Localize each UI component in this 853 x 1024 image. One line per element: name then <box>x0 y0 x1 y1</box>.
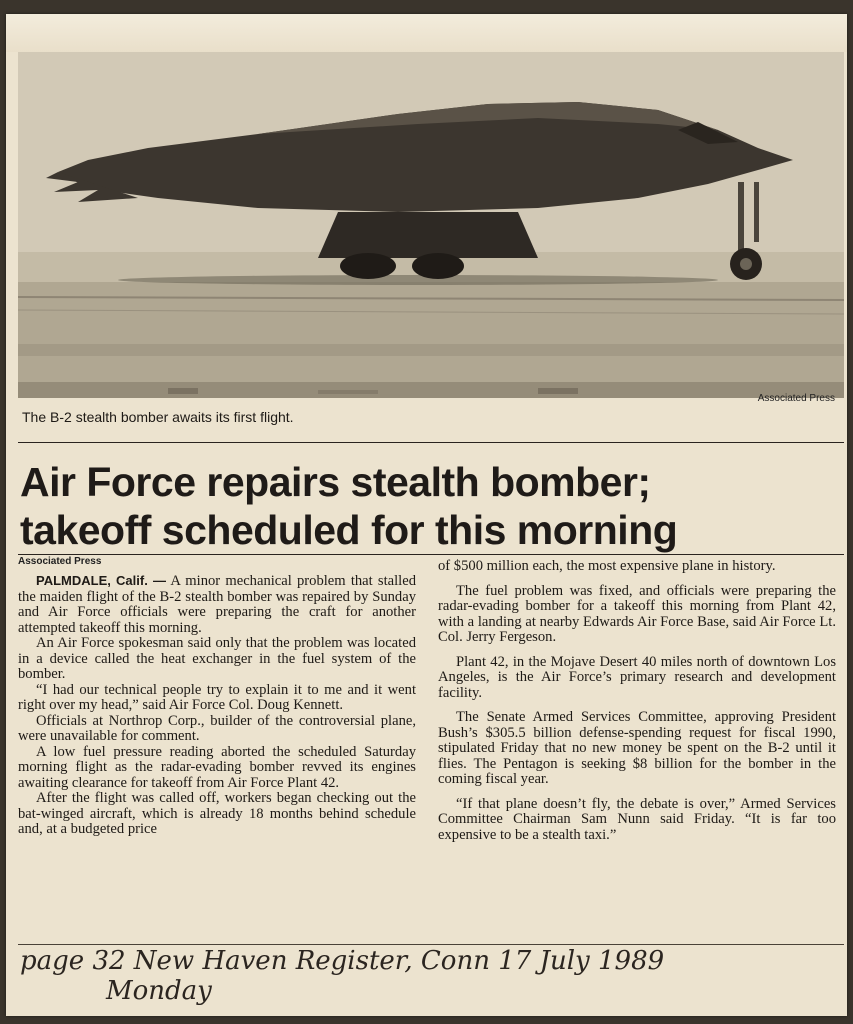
article-left-column <box>18 573 416 838</box>
byline: Associated Press <box>18 556 102 567</box>
headline-rule <box>18 554 844 555</box>
article-paragraph: After the flight was called off, workers began checking out the bat-winged aircraft, which is already 18 months behind schedule and, at a budgeted price <box>18 790 416 837</box>
bottom-rule <box>18 944 844 945</box>
article-paragraph: Plant 42, in the Mojave Desert 40 miles north of downtown Los Angeles, is the Air Force’s primary research and development facility. <box>438 653 836 701</box>
handwritten-source-note: page 32 New Haven Register, Conn 17 July 1989 <box>20 946 665 976</box>
article-paragraph: A low fuel pressure reading aborted the scheduled Saturday morning flight as the radar-evading bomber revved its engines awaiting clearance for takeoff from Air Force Plant 42. <box>18 743 416 791</box>
article-paragraph: of $500 million each, the most expensive plane in history. <box>438 558 776 574</box>
headline <box>20 458 847 554</box>
headline-line-2: takeoff scheduled for this morning <box>20 507 678 553</box>
article-paragraph: The fuel problem was fixed, and officials were preparing the radar-evading bomber for a takeoff this morning from Plant 42, with a landing at nearby Edwards Air Force Base, said Air Force Lt. Col. Jerry Fergeson. <box>438 582 836 645</box>
article-paragraph: “I had our technical people try to explain it to me and it went right over my head,” said Air Force Col. Doug Kennett. <box>18 681 416 713</box>
headline-line-1: Air Force repairs stealth bomber; <box>20 459 651 505</box>
article-paragraph: The Senate Armed Services Committee, approving President Bush’s $305.5 billion defense-spending request for fiscal 1990, stipulated Friday that no new money be spent on the B-2 until it flies. The Pentagon is seeking $8 billion for the bomber in the coming fiscal year. <box>438 709 836 787</box>
b2-bomber-photo <box>18 52 844 398</box>
dateline: PALMDALE, Calif. — <box>36 573 166 588</box>
b2-bomber-illustration <box>18 52 844 398</box>
article-right-column <box>438 559 836 843</box>
article-paragraph: Officials at Northrop Corp., builder of the controversial plane, were unavailable for comment. <box>18 712 416 744</box>
article-paragraph: PALMDALE, Calif. — A minor mechanical problem that stalled the maiden flight of the B-2 stealth bomber was repaired by Sunday and Air Force officials were preparing the craft for another attempted takeoff this morning. <box>18 573 417 636</box>
article-paragraph: “If that plane doesn’t fly, the debate is over,” Armed Services Committee Chairman Sam Nunn said Friday. “It is far too expensive to be a stealth taxi.” <box>438 795 836 843</box>
article-paragraph: An Air Force spokesman said only that the problem was located in a device called the heat exchanger in the fuel system of the bomber. <box>18 635 416 682</box>
caption-rule <box>18 442 844 443</box>
newspaper-clipping <box>6 14 847 1016</box>
clipping-top-edge <box>6 14 847 52</box>
photo-credit: Associated Press <box>757 393 835 404</box>
photo-caption: The B-2 stealth bomber awaits its first flight. <box>22 409 294 425</box>
handwritten-day-note: Monday <box>106 976 212 1006</box>
